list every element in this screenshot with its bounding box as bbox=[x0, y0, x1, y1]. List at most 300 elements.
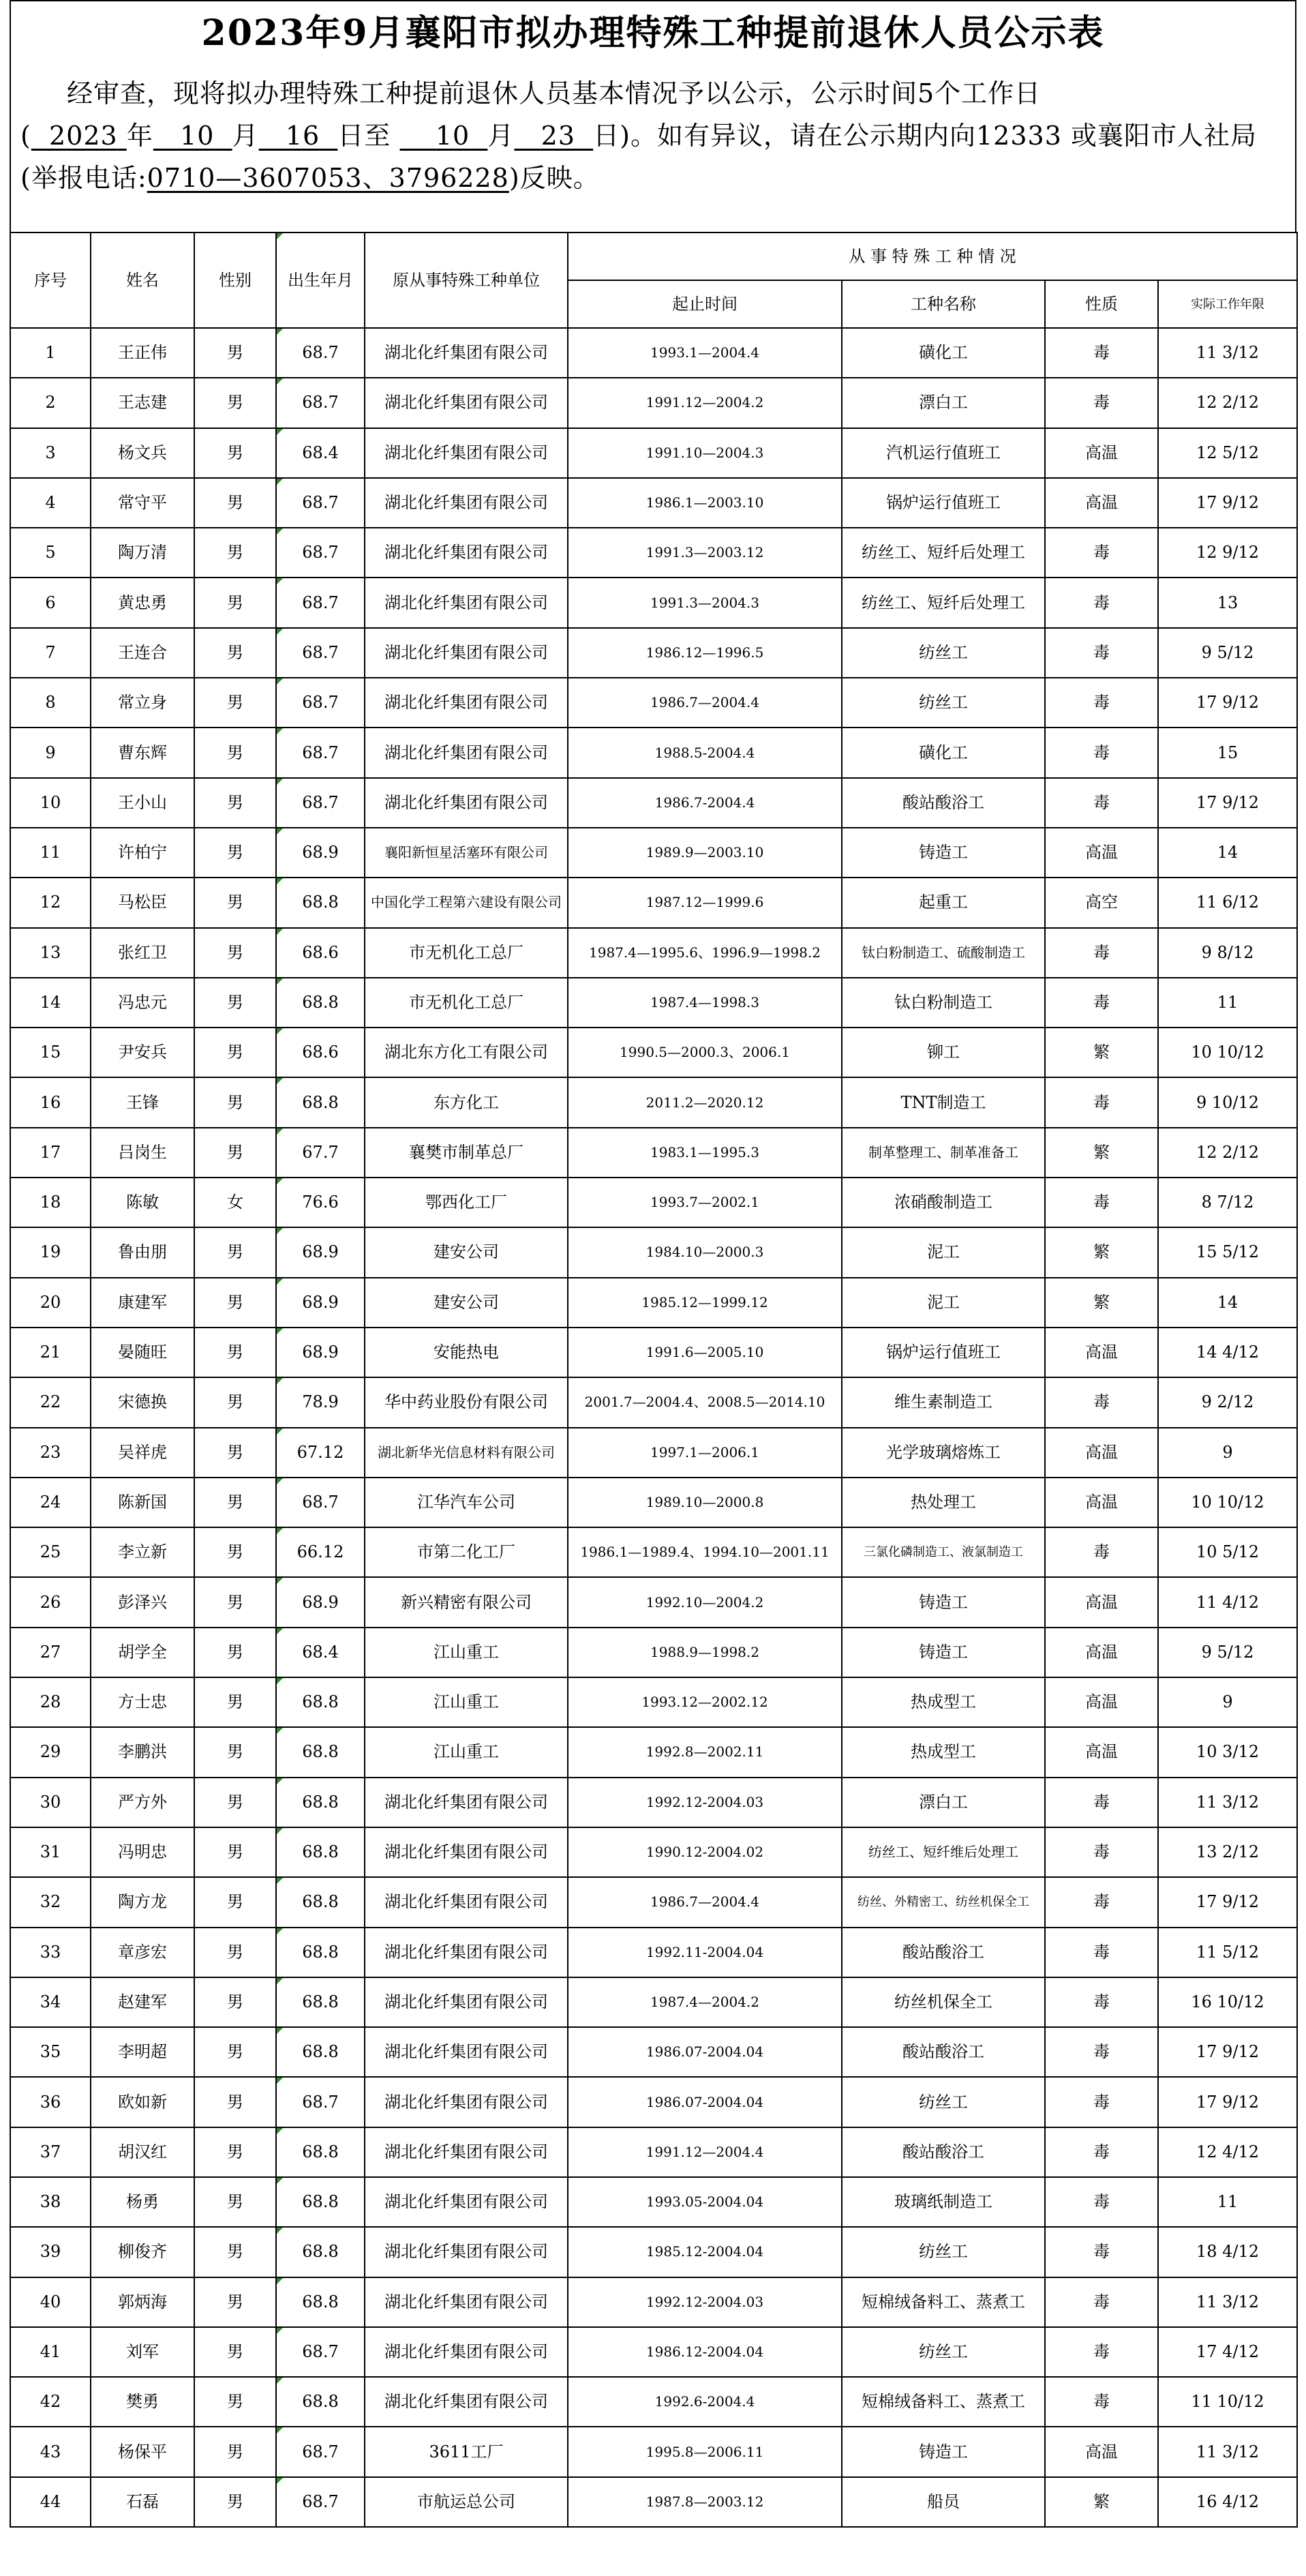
cell-birth: 68.7 bbox=[276, 728, 365, 777]
notice-month-end: 10 bbox=[435, 121, 470, 151]
table-row bbox=[10, 1577, 1297, 1627]
cell-gender: 男 bbox=[194, 1077, 276, 1127]
table-row bbox=[10, 478, 1297, 528]
cell-nature: 毒 bbox=[1045, 2177, 1158, 2227]
cell-gender: 男 bbox=[194, 1577, 276, 1627]
cell-birth: 67.12 bbox=[276, 1428, 365, 1478]
table-row bbox=[10, 778, 1297, 828]
cell-unit: 襄樊市制革总厂 bbox=[365, 1128, 568, 1178]
cell-gender: 男 bbox=[194, 1328, 276, 1377]
cell-seq: 34 bbox=[10, 1977, 91, 2027]
cell-gender: 男 bbox=[194, 678, 276, 728]
cell-birth: 68.8 bbox=[276, 2127, 365, 2177]
cell-name: 李明超 bbox=[91, 2027, 194, 2077]
cell-period: 1987.12—1999.6 bbox=[568, 878, 842, 927]
cell-name: 王锋 bbox=[91, 1077, 194, 1127]
cell-seq: 35 bbox=[10, 2027, 91, 2077]
cell-gender: 男 bbox=[194, 1278, 276, 1328]
cell-unit: 安能热电 bbox=[365, 1328, 568, 1377]
cell-unit: 湖北化纤集团有限公司 bbox=[365, 1827, 568, 1877]
cell-birth: 68.8 bbox=[276, 878, 365, 927]
cell-name: 吕岗生 bbox=[91, 1128, 194, 1178]
table-row bbox=[10, 2027, 1297, 2077]
cell-years: 14 4/12 bbox=[1158, 1328, 1297, 1377]
cell-birth: 68.7 bbox=[276, 678, 365, 728]
cell-name: 鲁由朋 bbox=[91, 1227, 194, 1277]
notice-text-7: )反映。 bbox=[508, 163, 600, 193]
cell-unit: 市第二化工厂 bbox=[365, 1527, 568, 1577]
cell-job: 制革整理工、制革准备工 bbox=[842, 1128, 1045, 1178]
cell-birth: 68.8 bbox=[276, 1877, 365, 1927]
table-row bbox=[10, 1377, 1297, 1427]
cell-birth: 68.8 bbox=[276, 2027, 365, 2077]
cell-name: 尹安兵 bbox=[91, 1028, 194, 1077]
table-row bbox=[10, 678, 1297, 728]
cell-birth: 68.8 bbox=[276, 1827, 365, 1877]
cell-unit: 江山重工 bbox=[365, 1677, 568, 1727]
cell-nature: 毒 bbox=[1045, 1827, 1158, 1877]
cell-job: 酸站酸浴工 bbox=[842, 2127, 1045, 2177]
cell-birth: 68.7 bbox=[276, 778, 365, 828]
cell-years: 12 5/12 bbox=[1158, 428, 1297, 478]
cell-job: 酸站酸浴工 bbox=[842, 1928, 1045, 1977]
notice-year: 2023 bbox=[49, 121, 118, 151]
cell-seq: 13 bbox=[10, 928, 91, 978]
cell-years: 16 4/12 bbox=[1158, 2477, 1297, 2527]
cell-unit: 东方化工 bbox=[365, 1077, 568, 1127]
cell-period: 1992.8—2002.11 bbox=[568, 1727, 842, 1777]
table-row bbox=[10, 2077, 1297, 2127]
cell-unit: 湖北化纤集团有限公司 bbox=[365, 1877, 568, 1927]
cell-job: 热成型工 bbox=[842, 1677, 1045, 1727]
cell-gender: 男 bbox=[194, 2127, 276, 2177]
table-row bbox=[10, 1278, 1297, 1328]
cell-job: 磺化工 bbox=[842, 728, 1045, 777]
cell-nature: 毒 bbox=[1045, 1778, 1158, 1827]
cell-years: 12 9/12 bbox=[1158, 528, 1297, 578]
cell-years: 17 9/12 bbox=[1158, 678, 1297, 728]
cell-seq: 6 bbox=[10, 578, 91, 627]
cell-years: 11 6/12 bbox=[1158, 878, 1297, 927]
cell-unit: 湖北化纤集团有限公司 bbox=[365, 678, 568, 728]
cell-period: 1983.1—1995.3 bbox=[568, 1128, 842, 1178]
cell-job: 纺丝工 bbox=[842, 2227, 1045, 2277]
cell-name: 吴祥虎 bbox=[91, 1428, 194, 1478]
table-row bbox=[10, 2477, 1297, 2527]
cell-job: 泥工 bbox=[842, 1278, 1045, 1328]
cell-birth: 68.4 bbox=[276, 1628, 365, 1677]
cell-seq: 39 bbox=[10, 2227, 91, 2277]
cell-job: 铸造工 bbox=[842, 828, 1045, 878]
table-row bbox=[10, 378, 1297, 428]
cell-name: 王志建 bbox=[91, 378, 194, 428]
cell-gender: 男 bbox=[194, 928, 276, 978]
cell-gender: 女 bbox=[194, 1178, 276, 1227]
cell-unit: 湖北化纤集团有限公司 bbox=[365, 528, 568, 578]
cell-job: 铸造工 bbox=[842, 1577, 1045, 1627]
table-row bbox=[10, 1128, 1297, 1178]
cell-gender: 男 bbox=[194, 2077, 276, 2127]
cell-years: 9 5/12 bbox=[1158, 628, 1297, 678]
cell-gender: 男 bbox=[194, 1628, 276, 1677]
header-unit: 原从事特殊工种单位 bbox=[365, 233, 568, 328]
cell-years: 14 bbox=[1158, 1278, 1297, 1328]
cell-period: 1987.4—1998.3 bbox=[568, 978, 842, 1028]
cell-seq: 31 bbox=[10, 1827, 91, 1877]
cell-job: 钛白粉制造工 bbox=[842, 978, 1045, 1028]
cell-job: 热成型工 bbox=[842, 1727, 1045, 1777]
cell-seq: 5 bbox=[10, 528, 91, 578]
cell-unit: 江山重工 bbox=[365, 1628, 568, 1677]
cell-job: 泥工 bbox=[842, 1227, 1045, 1277]
table-row bbox=[10, 1677, 1297, 1727]
cell-years: 9 8/12 bbox=[1158, 928, 1297, 978]
cell-period: 1993.12—2002.12 bbox=[568, 1677, 842, 1727]
cell-name: 张红卫 bbox=[91, 928, 194, 978]
cell-nature: 高温 bbox=[1045, 2427, 1158, 2476]
cell-job: 短棉绒备料工、蒸煮工 bbox=[842, 2277, 1045, 2327]
table-row bbox=[10, 1727, 1297, 1777]
cell-name: 冯忠元 bbox=[91, 978, 194, 1028]
header-period: 起止时间 bbox=[568, 280, 842, 328]
cell-name: 欧如新 bbox=[91, 2077, 194, 2127]
table-row bbox=[10, 1328, 1297, 1377]
cell-job: 锅炉运行值班工 bbox=[842, 478, 1045, 528]
cell-years: 17 9/12 bbox=[1158, 778, 1297, 828]
cell-unit: 湖北化纤集团有限公司 bbox=[365, 2027, 568, 2077]
cell-job: 纺丝工、短纤后处理工 bbox=[842, 578, 1045, 627]
cell-name: 康建军 bbox=[91, 1278, 194, 1328]
table-row bbox=[10, 728, 1297, 777]
cell-gender: 男 bbox=[194, 2027, 276, 2077]
cell-nature: 毒 bbox=[1045, 1178, 1158, 1227]
table-row bbox=[10, 1077, 1297, 1127]
cell-period: 1986.1—2003.10 bbox=[568, 478, 842, 528]
cell-birth: 68.9 bbox=[276, 1577, 365, 1627]
cell-gender: 男 bbox=[194, 1928, 276, 1977]
cell-unit: 湖北新华光信息材料有限公司 bbox=[365, 1428, 568, 1478]
retirement-table bbox=[10, 232, 1298, 2528]
cell-job: 光学玻璃熔炼工 bbox=[842, 1428, 1045, 1478]
cell-unit: 湖北化纤集团有限公司 bbox=[365, 2327, 568, 2377]
cell-seq: 22 bbox=[10, 1377, 91, 1427]
cell-unit: 湖北化纤集团有限公司 bbox=[365, 378, 568, 428]
header-nature: 性质 bbox=[1045, 280, 1158, 328]
cell-seq: 12 bbox=[10, 878, 91, 927]
header-name: 姓名 bbox=[91, 233, 194, 328]
cell-job: 纺丝工 bbox=[842, 2327, 1045, 2377]
cell-unit: 华中药业股份有限公司 bbox=[365, 1377, 568, 1427]
cell-name: 彭泽兴 bbox=[91, 1577, 194, 1627]
cell-gender: 男 bbox=[194, 2327, 276, 2377]
cell-unit: 湖北化纤集团有限公司 bbox=[365, 728, 568, 777]
cell-years: 11 bbox=[1158, 2177, 1297, 2227]
table-row bbox=[10, 2377, 1297, 2427]
cell-job: 浓硝酸制造工 bbox=[842, 1178, 1045, 1227]
table-row bbox=[10, 528, 1297, 578]
cell-gender: 男 bbox=[194, 2227, 276, 2277]
cell-unit: 湖北化纤集团有限公司 bbox=[365, 2277, 568, 2327]
cell-period: 2001.7—2004.4、2008.5—2014.10 bbox=[568, 1377, 842, 1427]
cell-nature: 高温 bbox=[1045, 828, 1158, 878]
cell-gender: 男 bbox=[194, 1778, 276, 1827]
cell-name: 宋德换 bbox=[91, 1377, 194, 1427]
cell-seq: 7 bbox=[10, 628, 91, 678]
cell-nature: 毒 bbox=[1045, 678, 1158, 728]
table-row bbox=[10, 2327, 1297, 2377]
cell-nature: 毒 bbox=[1045, 378, 1158, 428]
cell-job: 钛白粉制造工、硫酸制造工 bbox=[842, 928, 1045, 978]
cell-nature: 毒 bbox=[1045, 1877, 1158, 1927]
cell-unit: 市无机化工总厂 bbox=[365, 928, 568, 978]
cell-years: 10 3/12 bbox=[1158, 1727, 1297, 1777]
cell-name: 陶方龙 bbox=[91, 1877, 194, 1927]
cell-unit: 市航运总公司 bbox=[365, 2477, 568, 2527]
cell-gender: 男 bbox=[194, 1428, 276, 1478]
cell-name: 赵建军 bbox=[91, 1977, 194, 2027]
cell-years: 10 10/12 bbox=[1158, 1028, 1297, 1077]
cell-period: 1989.10—2000.8 bbox=[568, 1478, 842, 1527]
cell-period: 2011.2—2020.12 bbox=[568, 1077, 842, 1127]
cell-seq: 36 bbox=[10, 2077, 91, 2127]
cell-years: 11 3/12 bbox=[1158, 2427, 1297, 2476]
cell-period: 1986.12-2004.04 bbox=[568, 2327, 842, 2377]
notice-text-4: 日至 bbox=[337, 121, 391, 151]
cell-years: 14 bbox=[1158, 828, 1297, 878]
cell-name: 李立新 bbox=[91, 1527, 194, 1577]
cell-birth: 68.8 bbox=[276, 1077, 365, 1127]
cell-years: 15 5/12 bbox=[1158, 1227, 1297, 1277]
cell-name: 常立身 bbox=[91, 678, 194, 728]
cell-years: 9 2/12 bbox=[1158, 1377, 1297, 1427]
cell-period: 1987.4—2004.2 bbox=[568, 1977, 842, 2027]
cell-birth: 76.6 bbox=[276, 1178, 365, 1227]
cell-seq: 17 bbox=[10, 1128, 91, 1178]
cell-job: 热处理工 bbox=[842, 1478, 1045, 1527]
cell-job: 铸造工 bbox=[842, 1628, 1045, 1677]
cell-seq: 2 bbox=[10, 378, 91, 428]
cell-unit: 湖北东方化工有限公司 bbox=[365, 1028, 568, 1077]
cell-birth: 68.7 bbox=[276, 1478, 365, 1527]
cell-gender: 男 bbox=[194, 1977, 276, 2027]
cell-unit: 建安公司 bbox=[365, 1227, 568, 1277]
cell-years: 11 3/12 bbox=[1158, 2277, 1297, 2327]
cell-job: 起重工 bbox=[842, 878, 1045, 927]
cell-birth: 68.9 bbox=[276, 1328, 365, 1377]
cell-nature: 高温 bbox=[1045, 1677, 1158, 1727]
cell-period: 1986.7—2004.4 bbox=[568, 1877, 842, 1927]
cell-job: 维生素制造工 bbox=[842, 1377, 1045, 1427]
cell-birth: 68.6 bbox=[276, 1028, 365, 1077]
cell-job: 短棉绒备料工、蒸煮工 bbox=[842, 2377, 1045, 2427]
cell-years: 17 9/12 bbox=[1158, 2027, 1297, 2077]
cell-name: 晏随旺 bbox=[91, 1328, 194, 1377]
cell-name: 郭炳海 bbox=[91, 2277, 194, 2327]
table-row bbox=[10, 628, 1297, 678]
cell-years: 12 2/12 bbox=[1158, 1128, 1297, 1178]
cell-nature: 毒 bbox=[1045, 578, 1158, 627]
table-row bbox=[10, 1527, 1297, 1577]
cell-seq: 38 bbox=[10, 2177, 91, 2227]
cell-seq: 32 bbox=[10, 1877, 91, 1927]
cell-nature: 毒 bbox=[1045, 2327, 1158, 2377]
table-row bbox=[10, 578, 1297, 627]
cell-seq: 27 bbox=[10, 1628, 91, 1677]
cell-seq: 15 bbox=[10, 1028, 91, 1077]
cell-years: 16 10/12 bbox=[1158, 1977, 1297, 2027]
cell-unit: 湖北化纤集团有限公司 bbox=[365, 1928, 568, 1977]
cell-unit: 湖北化纤集团有限公司 bbox=[365, 478, 568, 528]
cell-years: 8 7/12 bbox=[1158, 1178, 1297, 1227]
cell-name: 严方外 bbox=[91, 1778, 194, 1827]
cell-birth: 68.7 bbox=[276, 628, 365, 678]
cell-birth: 68.9 bbox=[276, 828, 365, 878]
cell-period: 1992.6-2004.4 bbox=[568, 2377, 842, 2427]
cell-name: 胡学全 bbox=[91, 1628, 194, 1677]
cell-seq: 24 bbox=[10, 1478, 91, 1527]
notice-phone: 0710—3607053、3796228 bbox=[147, 163, 509, 193]
cell-years: 9 bbox=[1158, 1677, 1297, 1727]
cell-years: 11 3/12 bbox=[1158, 328, 1297, 378]
cell-name: 章彦宏 bbox=[91, 1928, 194, 1977]
header-years: 实际工作年限 bbox=[1158, 280, 1297, 328]
cell-job: 纺丝工 bbox=[842, 678, 1045, 728]
cell-gender: 男 bbox=[194, 378, 276, 428]
page-title: 2023年9月襄阳市拟办理特殊工种提前退休人员公示表 bbox=[10, 0, 1296, 57]
cell-name: 陶万清 bbox=[91, 528, 194, 578]
cell-job: 酸站酸浴工 bbox=[842, 2027, 1045, 2077]
cell-period: 1991.12—2004.4 bbox=[568, 2127, 842, 2177]
cell-years: 10 5/12 bbox=[1158, 1527, 1297, 1577]
notice-day-end: 23 bbox=[541, 121, 575, 151]
cell-years: 11 10/12 bbox=[1158, 2377, 1297, 2427]
cell-nature: 毒 bbox=[1045, 1077, 1158, 1127]
cell-name: 曹东辉 bbox=[91, 728, 194, 777]
cell-gender: 男 bbox=[194, 828, 276, 878]
cell-name: 李鹏洪 bbox=[91, 1727, 194, 1777]
cell-years: 11 3/12 bbox=[1158, 1778, 1297, 1827]
cell-gender: 男 bbox=[194, 1527, 276, 1577]
cell-name: 王小山 bbox=[91, 778, 194, 828]
cell-nature: 高温 bbox=[1045, 428, 1158, 478]
cell-birth: 68.8 bbox=[276, 2277, 365, 2327]
cell-seq: 41 bbox=[10, 2327, 91, 2377]
cell-seq: 8 bbox=[10, 678, 91, 728]
cell-unit: 湖北化纤集团有限公司 bbox=[365, 1977, 568, 2027]
cell-period: 1987.8—2003.12 bbox=[568, 2477, 842, 2527]
table-row bbox=[10, 2427, 1297, 2476]
cell-nature: 毒 bbox=[1045, 628, 1158, 678]
header-birth: 出生年月 bbox=[276, 233, 365, 328]
cell-period: 1991.3—2003.12 bbox=[568, 528, 842, 578]
notice-sheet bbox=[10, 0, 1296, 2528]
cell-unit: 湖北化纤集团有限公司 bbox=[365, 778, 568, 828]
cell-birth: 68.7 bbox=[276, 2427, 365, 2476]
cell-name: 王连合 bbox=[91, 628, 194, 678]
cell-birth: 68.8 bbox=[276, 2227, 365, 2277]
cell-seq: 28 bbox=[10, 1677, 91, 1727]
cell-seq: 16 bbox=[10, 1077, 91, 1127]
cell-nature: 毒 bbox=[1045, 1928, 1158, 1977]
cell-job: TNT制造工 bbox=[842, 1077, 1045, 1127]
cell-period: 1991.3—2004.3 bbox=[568, 578, 842, 627]
cell-gender: 男 bbox=[194, 2427, 276, 2476]
table-row bbox=[10, 928, 1297, 978]
table-row bbox=[10, 2177, 1297, 2227]
table-body bbox=[10, 328, 1297, 2527]
cell-period: 1991.12—2004.2 bbox=[568, 378, 842, 428]
cell-job: 漂白工 bbox=[842, 1778, 1045, 1827]
table-row bbox=[10, 2127, 1297, 2177]
header-seq: 序号 bbox=[10, 233, 91, 328]
cell-name: 常守平 bbox=[91, 478, 194, 528]
cell-years: 15 bbox=[1158, 728, 1297, 777]
cell-period: 1986.07-2004.04 bbox=[568, 2077, 842, 2127]
table-row bbox=[10, 1877, 1297, 1927]
cell-gender: 男 bbox=[194, 578, 276, 627]
cell-seq: 25 bbox=[10, 1527, 91, 1577]
cell-unit: 湖北化纤集团有限公司 bbox=[365, 2227, 568, 2277]
cell-birth: 68.8 bbox=[276, 1778, 365, 1827]
cell-seq: 37 bbox=[10, 2127, 91, 2177]
cell-job: 锅炉运行值班工 bbox=[842, 1328, 1045, 1377]
table-row bbox=[10, 1778, 1297, 1827]
cell-nature: 繁 bbox=[1045, 1128, 1158, 1178]
cell-seq: 11 bbox=[10, 828, 91, 878]
cell-job: 磺化工 bbox=[842, 328, 1045, 378]
cell-years: 13 2/12 bbox=[1158, 1827, 1297, 1877]
table-row bbox=[10, 1227, 1297, 1277]
cell-seq: 42 bbox=[10, 2377, 91, 2427]
cell-gender: 男 bbox=[194, 2377, 276, 2427]
cell-unit: 襄阳新恒星活塞环有限公司 bbox=[365, 828, 568, 878]
cell-birth: 68.8 bbox=[276, 978, 365, 1028]
cell-gender: 男 bbox=[194, 1028, 276, 1077]
cell-seq: 33 bbox=[10, 1928, 91, 1977]
cell-nature: 毒 bbox=[1045, 928, 1158, 978]
cell-period: 1986.07-2004.04 bbox=[568, 2027, 842, 2077]
cell-nature: 高温 bbox=[1045, 1328, 1158, 1377]
cell-birth: 68.7 bbox=[276, 378, 365, 428]
cell-nature: 毒 bbox=[1045, 2227, 1158, 2277]
cell-job: 铸造工 bbox=[842, 2427, 1045, 2476]
cell-name: 杨勇 bbox=[91, 2177, 194, 2227]
table-row bbox=[10, 1827, 1297, 1877]
cell-period: 1992.10—2004.2 bbox=[568, 1577, 842, 1627]
cell-name: 陈新国 bbox=[91, 1478, 194, 1527]
cell-gender: 男 bbox=[194, 1827, 276, 1877]
cell-birth: 68.7 bbox=[276, 2327, 365, 2377]
cell-job: 纺丝工、短纤维后处理工 bbox=[842, 1827, 1045, 1877]
cell-birth: 68.8 bbox=[276, 1677, 365, 1727]
cell-period: 1993.05-2004.04 bbox=[568, 2177, 842, 2227]
cell-nature: 高空 bbox=[1045, 878, 1158, 927]
cell-birth: 68.7 bbox=[276, 2077, 365, 2127]
header-job: 工种名称 bbox=[842, 280, 1045, 328]
cell-unit: 江山重工 bbox=[365, 1727, 568, 1777]
cell-birth: 68.8 bbox=[276, 1977, 365, 2027]
cell-years: 12 2/12 bbox=[1158, 378, 1297, 428]
notice-text-1: 经审查，现将拟办理特殊工种提前退休人员基本情况予以公示，公示时间5个工作日( bbox=[20, 78, 1042, 151]
notice-text-5: 月 bbox=[487, 121, 515, 151]
table-row bbox=[10, 878, 1297, 927]
notice-text-6: 日)。如有异议，请在公示期内向12333 或襄阳市人社局(举报电话: bbox=[20, 121, 1257, 193]
cell-name: 黄忠勇 bbox=[91, 578, 194, 627]
cell-period: 1985.12—1999.12 bbox=[568, 1278, 842, 1328]
cell-seq: 18 bbox=[10, 1178, 91, 1227]
cell-period: 1997.1—2006.1 bbox=[568, 1428, 842, 1478]
cell-job: 漂白工 bbox=[842, 378, 1045, 428]
